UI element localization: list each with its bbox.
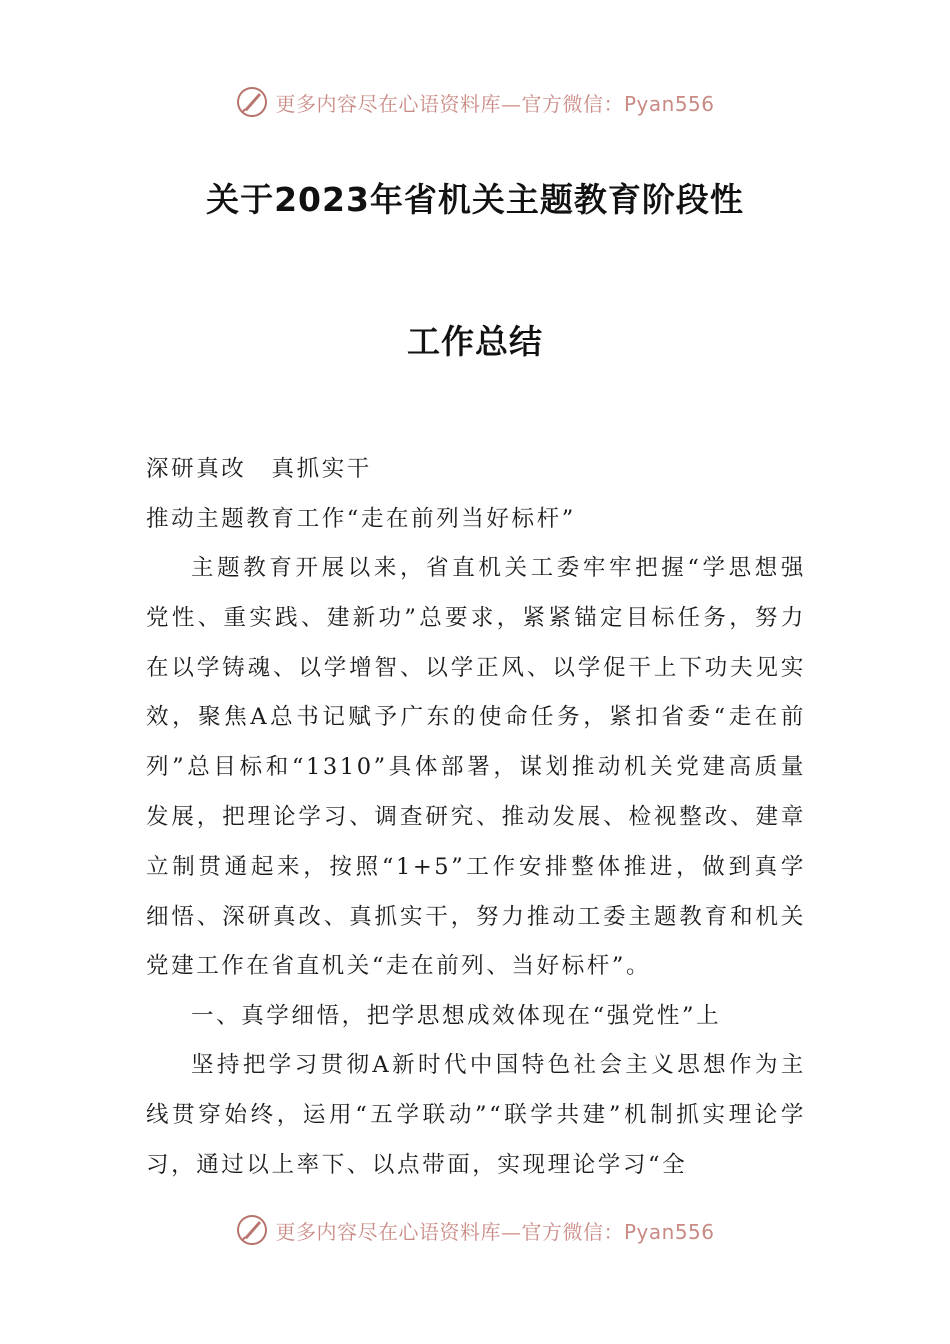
watermark-text: 更多内容尽在心语资料库—官方微信：Pyan556 — [275, 1219, 715, 1244]
document-title-line2: 工作总结 — [407, 322, 543, 361]
quill-logo-icon — [235, 85, 269, 119]
quill-logo-icon — [235, 1213, 269, 1247]
subtitle-line1: 深研真改 真抓实干 — [146, 456, 372, 482]
section-heading-1: 一、真学细悟，把学思想成效体现在“强党性”上 — [191, 1003, 722, 1029]
document-title-line1: 关于2023年省机关主题教育阶段性 — [206, 180, 744, 219]
paragraph-2: 坚持把学习贯彻A新时代中国特色社会主义思想作为主线贯穿始终，运用“五学联动”“联学共建”机制抓实理论学习，通过以上率下、以点带面，实现理论学习“全 — [146, 1052, 806, 1178]
subtitle-line2: 推动主题教育工作“走在前列当好标杆” — [146, 506, 576, 532]
paragraph-1: 主题教育开展以来，省直机关工委牢牢把握“学思想强党性、重实践、建新功”总要求，紧紧锚定目标任务，努力在以学铸魂、以学增智、以学正风、以学促干上下功夫见实效，聚焦A总书记赋予广东的使命任务，紧扣省委“走在前列”总目标和“1310”具体部署，谋划推动机关党建高质量发展，把理论学习、调查研究、推动发展、检视整改、建章立制贯通起来，按照“1+5”工作安排整体推进，做到真学细悟、深研真改、真抓实干，努力推动工委主题教育和机关党建工作在省直机关“走在前列、当好标杆”。 — [146, 555, 806, 980]
watermark-header — [0, 82, 950, 122]
watermark-footer — [0, 1210, 950, 1250]
watermark-text: 更多内容尽在心语资料库—官方微信：Pyan556 — [275, 91, 715, 116]
